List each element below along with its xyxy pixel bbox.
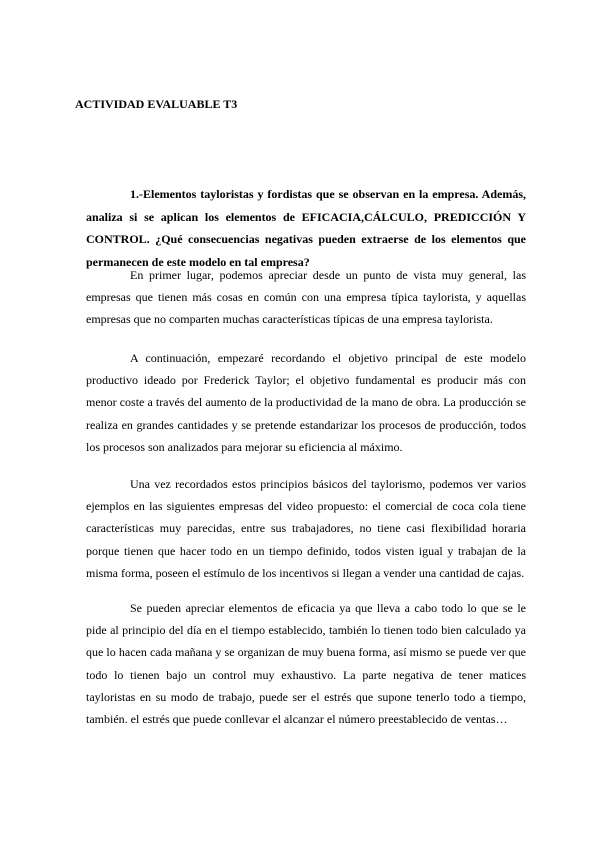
paragraph-efficiency: Se pueden apreciar elementos de eficacia ya que lleva a cabo todo lo que se le pide al principio del día en el tiempo establecido, también lo tienen todo bien calculado ya que lo hacen cada mañana y se organizan de muy buena forma, así mismo se puede ver que todo lo tienen bajo un control muy exhaustivo. La parte negativa de tener matices tayloristas en su modo de trabajo, puede ser el estrés que supone tenerlo todo a tiempo, también. el estrés que puede conllevar el alcanzar el número preestablecido de ventas… bbox=[86, 601, 526, 727]
paragraph-taylor-objective: A continuación, empezaré recordando el objetivo principal de este modelo productivo ideado por Frederick Taylor; el objetivo fundamental es producir más con menor coste a través del aumento de la productividad de la mano de obra. La producción se realiza en grandes cantidades y se pretende estandarizar los procesos de producción, todos los procesos son analizados para mejorar su eficiencia al máximo. bbox=[86, 351, 526, 454]
question-heading: 1.-Elementos tayloristas y fordistas que se observan en la empresa. Además, analiza si se aplican los elementos de EFICACIA,CÁLCULO, PREDICCIÓN Y CONTROL. ¿Qué consecuencias negativas pueden extraerse de los elementos que permanecen de este modelo en tal empresa? bbox=[86, 187, 526, 269]
paragraph-intro: En primer lugar, podemos apreciar desde un punto de vista muy general, las empresas que tienen más cosas en común con una empresa típica taylorista, y aquellas empresas que no comparten muchas características típicas de una empresa taylorista. bbox=[86, 268, 526, 327]
document-title: ACTIVIDAD EVALUABLE T3 bbox=[75, 97, 238, 111]
paragraph-examples: Una vez recordados estos principios básicos del taylorismo, podemos ver varios ejemplos en las siguientes empresas del video propuesto: el comercial de coca cola tiene características muy parecidas, entre sus trabajadores, no tiene casi flexibilidad horaria porque tienen que hacer todo en un tiempo definido, todos visten igual y trabajan de la misma forma, poseen el estímulo de los incentivos si llegan a vender una cantidad de cajas. bbox=[86, 477, 526, 580]
